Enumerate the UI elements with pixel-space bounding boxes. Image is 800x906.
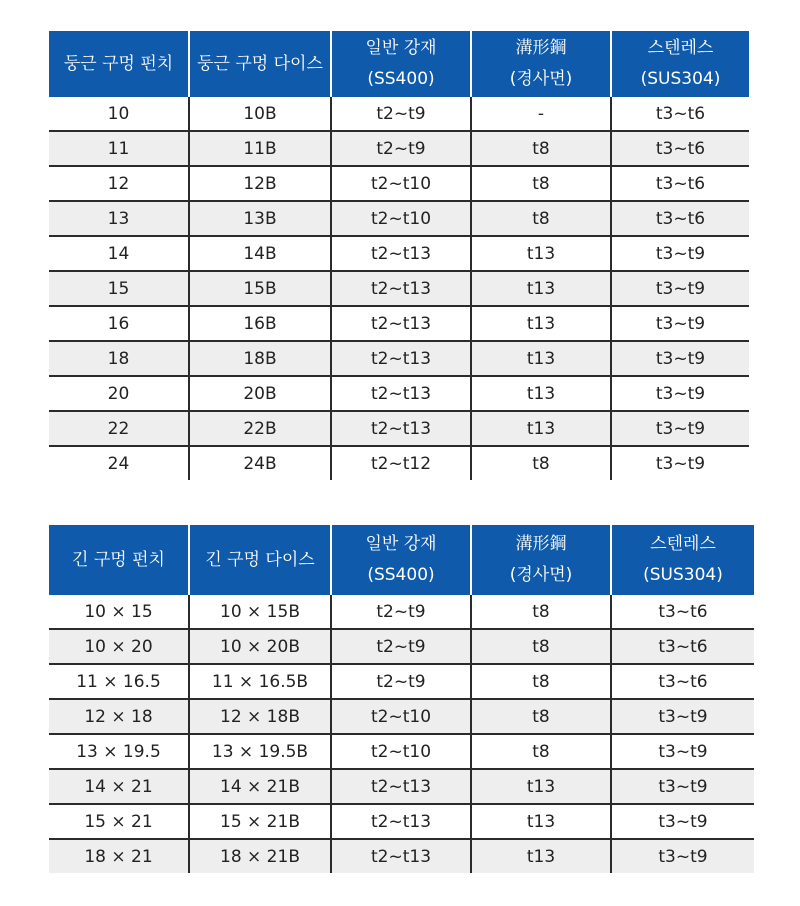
table-header-row [49,525,754,595]
header-round-die: 둥근 구멍 다이스 [189,31,331,97]
table-cell: 22 [49,411,189,446]
table-row [49,699,754,734]
table-row [49,131,749,166]
header-mild-steel: 일반 강재 (SS400) [331,31,471,97]
table-cell: t8 [471,131,611,166]
table-cell: - [471,97,611,131]
table-cell: t2~t13 [331,804,471,839]
table-cell: 20 [49,376,189,411]
table-cell: 18 × 21 [49,839,189,873]
table-cell: t3~t6 [611,629,754,664]
table-cell: t3~t6 [611,166,749,201]
table-cell: 12 × 18 [49,699,189,734]
round-hole-spec-table [49,31,749,480]
table-cell: 15 [49,271,189,306]
table-cell: t3~t9 [611,306,749,341]
table-cell: t13 [471,411,611,446]
table-cell: 15B [189,271,331,306]
table-cell: t2~t9 [331,629,471,664]
table-cell: t2~t9 [331,595,471,629]
table-cell: t2~t13 [331,376,471,411]
table-cell: t3~t6 [611,201,749,236]
table-cell: t13 [471,306,611,341]
table-cell: 14 [49,236,189,271]
table-cell: t13 [471,271,611,306]
table-cell: t2~t13 [331,341,471,376]
table-cell: t8 [471,629,611,664]
table-cell: t3~t9 [611,271,749,306]
table-cell: t3~t9 [655,453,706,474]
table-cell: t2~t9 [331,131,471,166]
table-cell: 14 × 21 [49,769,189,804]
table-cell: 10 × 20 [49,629,189,664]
table-cell: 24 [49,446,189,480]
table-cell: 11 × 16.5 [49,664,189,699]
table-row [49,271,749,306]
table-cell: t2~t10 [331,699,471,734]
table-row [49,411,749,446]
table-cell: 24B [189,446,331,480]
table-cell: t3~t9 [611,411,749,446]
table-cell: t2~t13 [331,271,471,306]
table-cell: t2~t13 [331,411,471,446]
header-channel-steel: 溝形鋼 (경사면) [471,525,611,595]
table-cell: t2~t9 [331,97,471,131]
table-cell: 11B [189,131,331,166]
table-cell: 13 [49,201,189,236]
table-cell: t8 [471,734,611,769]
table-cell: t8 [471,446,611,480]
table-cell: t3~t9 [611,376,749,411]
table-cell: t2~t13 [331,839,471,873]
table-cell: t13 [471,839,611,873]
table-cell: 12 [49,166,189,201]
table-row [49,236,749,271]
table-row [49,804,754,839]
table-row [49,166,749,201]
header-channel-steel: 溝形鋼 (경사면) [471,31,611,97]
table-cell: t3~t9 [611,236,749,271]
table-row [49,734,754,769]
table-cell: 18 [49,341,189,376]
table-row [49,629,754,664]
header-stainless: 스텐레스 (SUS304) [611,31,749,97]
table-cell: 11 [49,131,189,166]
long-hole-spec-table [49,525,754,873]
table-cell: t3~t6 [611,131,749,166]
table-row [49,664,754,699]
table-cell: 20B [189,376,331,411]
table-cell: 12 × 18B [189,699,331,734]
table-cell: 10 × 20B [189,629,331,664]
table-cell: t3~t9 [611,734,754,769]
table-cell: t3~t6 [611,664,754,699]
table-cell: t13 [471,341,611,376]
table-cell: t13 [471,804,611,839]
table-cell: t3~t9 [611,769,754,804]
table-row [49,446,749,480]
table-cell: t2~t9 [331,664,471,699]
table-row [49,97,749,131]
table-cell: 10 × 15B [189,595,331,629]
table-cell: t2~t13 [331,236,471,271]
table-cell: t8 [471,664,611,699]
table-cell: t2~t13 [331,769,471,804]
table-cell: 11 × 16.5B [189,664,331,699]
table-cell: t2~t10 [331,734,471,769]
table-cell: 12B [189,166,331,201]
table-row [49,769,754,804]
table-cell: t3~t9 [611,341,749,376]
table-cell: t8 [471,699,611,734]
table-row [49,341,749,376]
header-stainless: 스텐레스 (SUS304) [611,525,754,595]
table-row [49,595,754,629]
header-round-punch: 둥근 구멍 펀치 [49,31,189,97]
table-cell: t8 [471,201,611,236]
table-cell: 16 [49,306,189,341]
table-cell: t3~t6 [611,595,754,629]
table-cell: 13 × 19.5B [189,734,331,769]
table-cell: 15 × 21B [189,804,331,839]
table-row [49,306,749,341]
table-cell: 14 × 21B [189,769,331,804]
table-cell: 10 [49,97,189,131]
table-row [49,201,749,236]
table-cell: 16B [189,306,331,341]
table-cell: t2~t13 [331,306,471,341]
table-cell: t3~t6 [611,97,749,131]
table-cell: t13 [471,376,611,411]
table-cell: 10B [189,97,331,131]
table-cell: 14B [189,236,331,271]
table-cell: t8 [471,166,611,201]
table-cell: 10 × 15 [49,595,189,629]
table-cell: 13B [189,201,331,236]
table-cell: 18B [189,341,331,376]
table-cell: 22B [189,411,331,446]
table-cell: t13 [471,769,611,804]
table-cell: 15 × 21 [49,804,189,839]
table-cell: t2~t10 [331,166,471,201]
table-cell: t2~t10 [331,201,471,236]
header-long-punch: 긴 구멍 펀치 [49,525,189,595]
table-row [49,839,754,873]
header-mild-steel: 일반 강재 (SS400) [331,525,471,595]
table-cell: t2~t12 [331,446,471,480]
table-cell: 18 × 21B [189,839,331,873]
table-cell: 13 × 19.5 [49,734,189,769]
table-cell: t3~t9 [611,699,754,734]
table-cell: t13 [471,236,611,271]
table-cell: t3~t9 [611,804,754,839]
table-header-row [49,31,749,97]
header-long-die: 긴 구멍 다이스 [189,525,331,595]
table-row [49,376,749,411]
table-cell: t8 [471,595,611,629]
table-cell: t3~t9 [611,839,754,873]
